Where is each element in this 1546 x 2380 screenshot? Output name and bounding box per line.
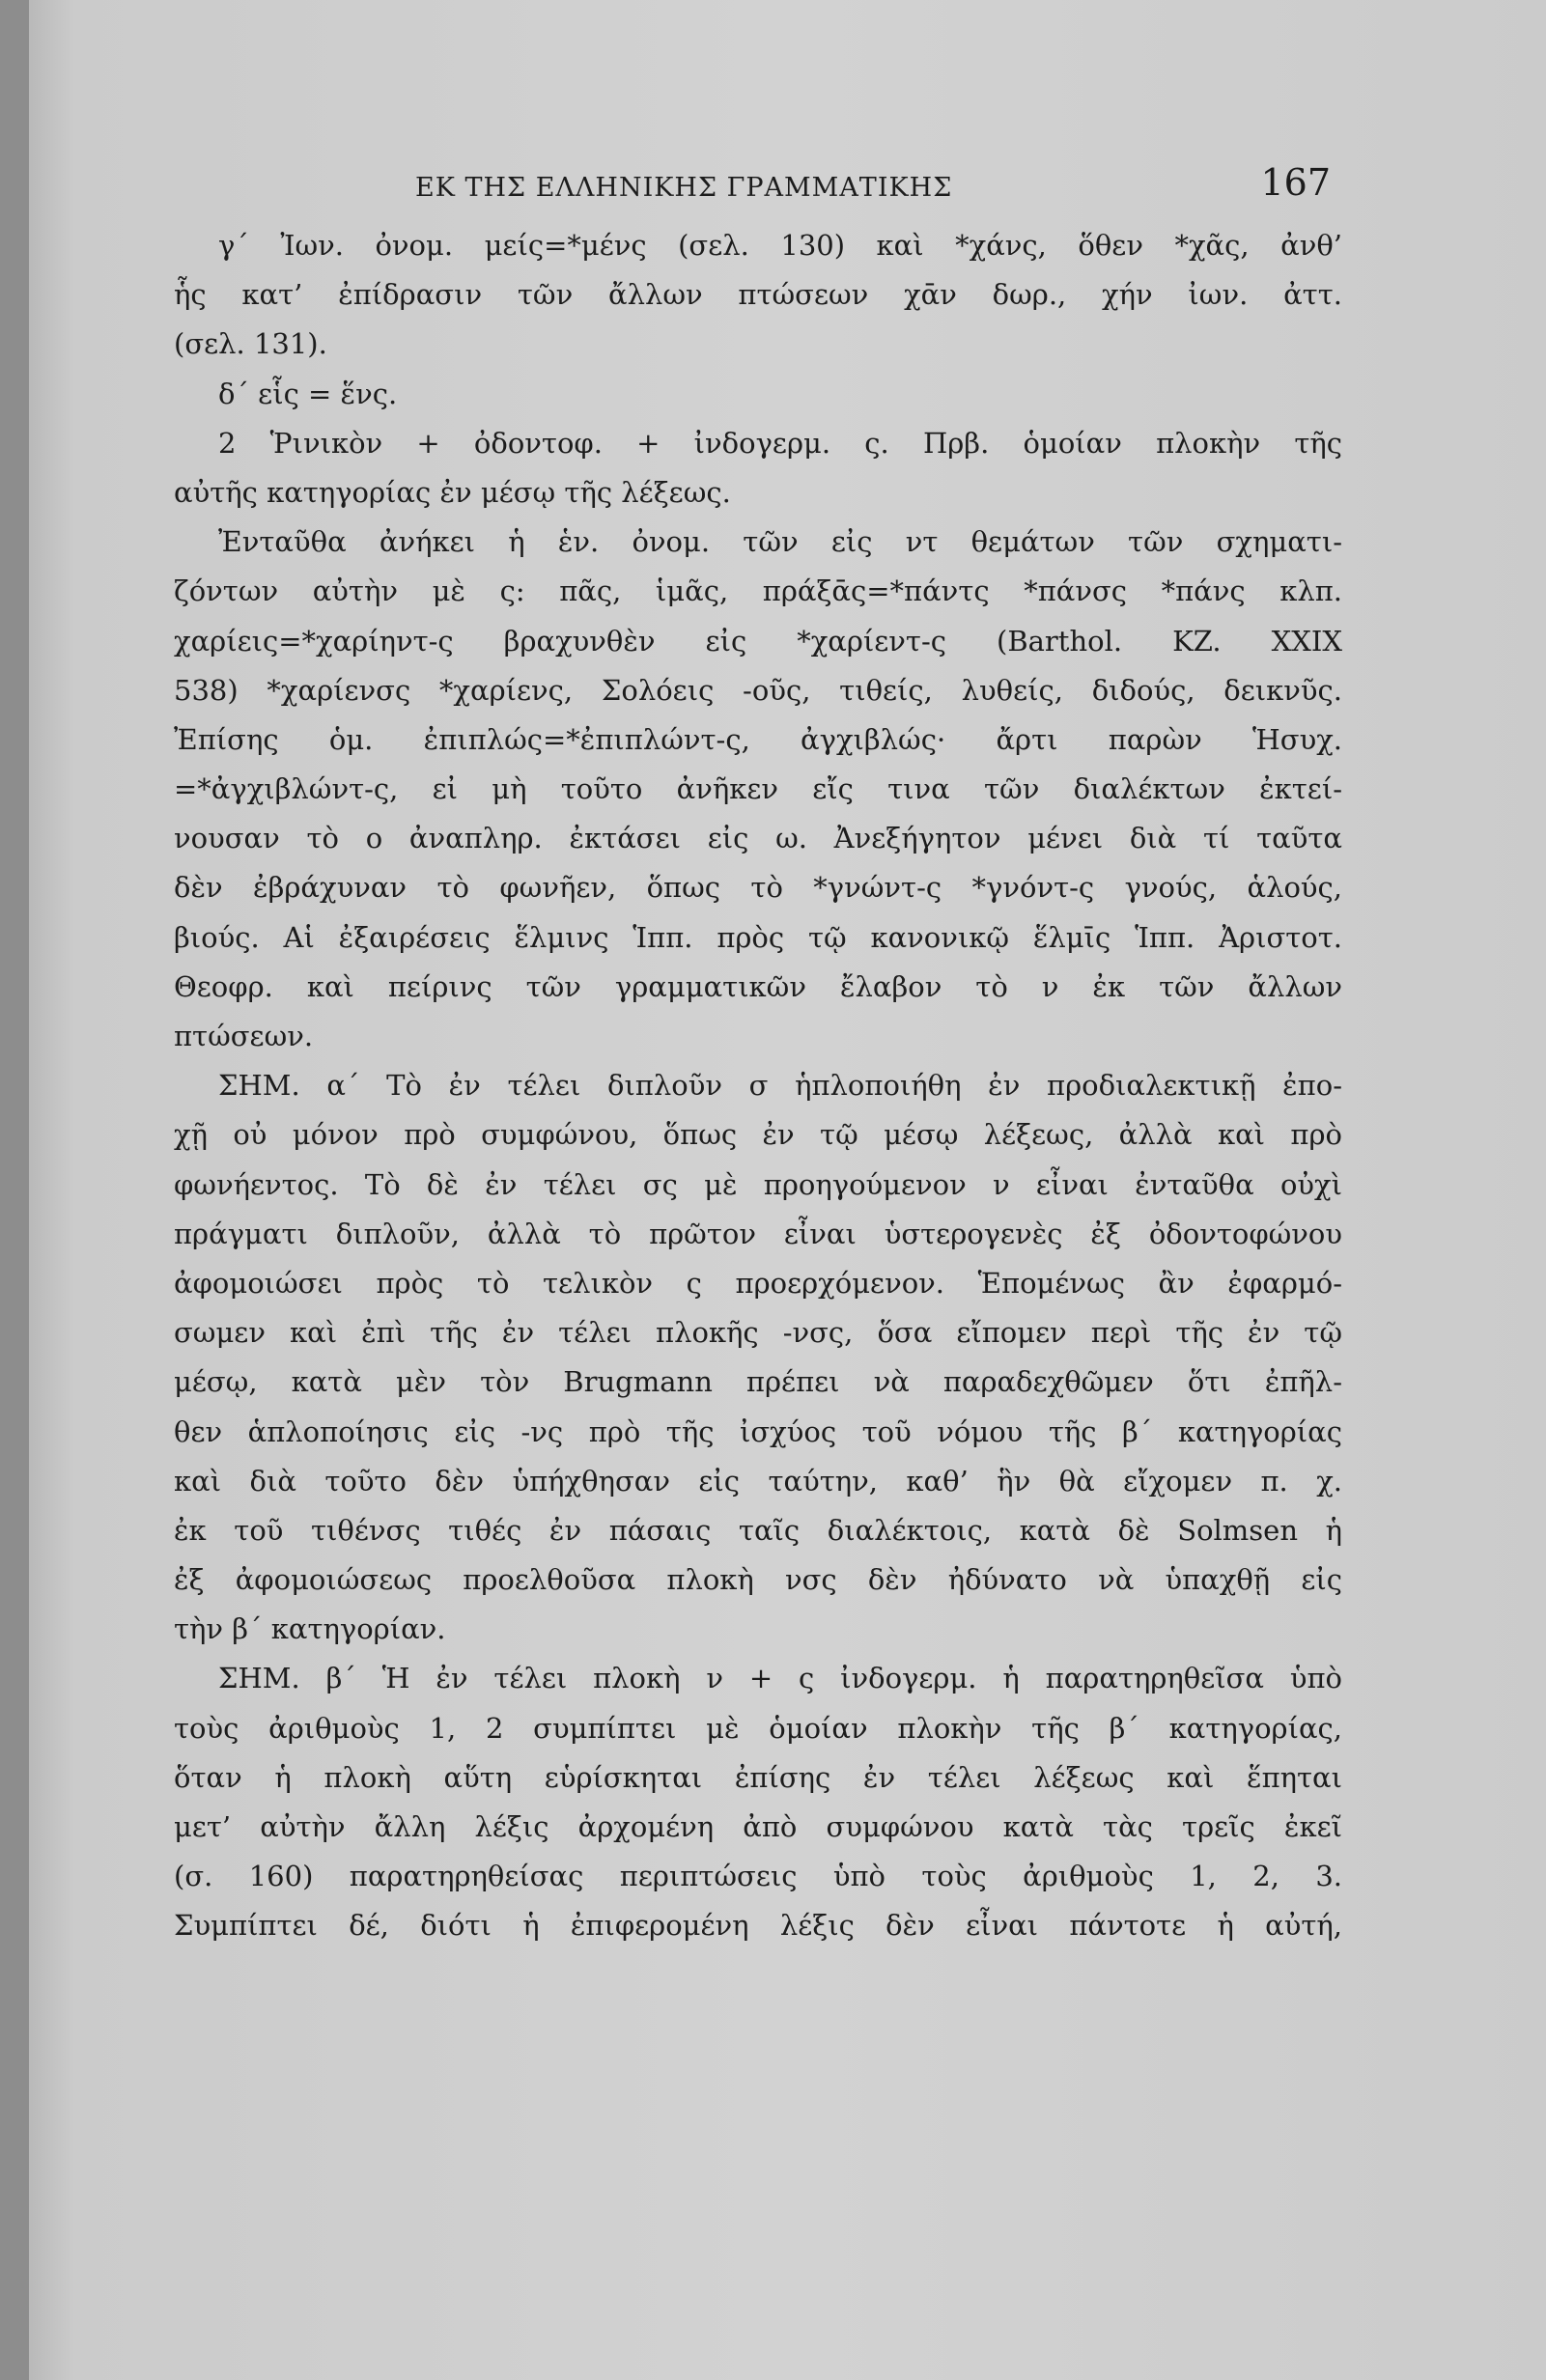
text-line: 538) *χαρίενσς *χαρίενς, Σολόεις -οῦς, τιθείς, λυθείς, διδούς, δεικνῦς. [174,673,1342,707]
text-line: ἀφομοιώσει πρὸς τὸ τελικὸν ς προερχόμενον. Ἑπομένως ἂν ἐφαρμό- [174,1266,1342,1300]
text-line: Ἐνταῦθα ἀνήκει ἡ ἑν. ὀνομ. τῶν εἰς ντ θεμάτων τῶν σχηματι- [218,525,1342,559]
text-line: Ἐπίσης ὁμ. ἐπιπλώς=*ἐπιπλώντ-ς, ἀγχιβλώς· ἄρτι παρὼν Ἡσυχ. [174,722,1342,756]
text-line: φωνήεντος. Τὸ δὲ ἐν τέλει σς μὲ προηγούμενον ν εἶναι ἐνταῦθα οὐχὶ [174,1167,1342,1201]
text-line: αὐτῆς κατηγορίας ἐν μέσῳ τῆς λέξεως. [174,475,731,509]
text-line: 2 Ῥινικὸν + ὀδοντοφ. + ἰνδογερμ. ς. Πρβ. ὁμοίαν πλοκὴν τῆς [218,426,1342,460]
text-line: (σελ. 131). [174,327,327,361]
text-line: ΣΗΜ. β΄ Ἡ ἐν τέλει πλοκὴ ν + ς ἰνδογερμ. ἡ παρατηρηθεῖσα ὑπὸ [218,1662,1342,1695]
text-line: πράγματι διπλοῦν, ἀλλὰ τὸ πρῶτον εἶναι ὑστερογενὲς ἐξ ὀδοντοφώνου [174,1217,1342,1250]
text-line: βιούς. Αἱ ἐξαιρέσεις ἕλμινς Ἱππ. πρὸς τῷ κανονικῷ ἕλμῑς Ἱππ. Ἀριστοτ. [174,920,1342,954]
text-line: μετ’ αὐτὴν ἄλλη λέξις ἀρχομένη ἀπὸ συμφώνου κατὰ τὰς τρεῖς ἐκεῖ [174,1810,1342,1843]
text-line: Συμπίπτει δέ, διότι ἡ ἐπιφερομένη λέξις δὲν εἶναι πάντοτε ἡ αὐτή, [174,1909,1342,1943]
text-line: Θεοφρ. καὶ πείρινς τῶν γραμματικῶν ἔλαβον τὸ ν ἐκ τῶν ἄλλων [174,969,1342,1003]
text-line: μέσῳ, κατὰ μὲν τὸν Brugmann πρέπει νὰ παραδεχθῶμεν ὅτι ἐπῆλ- [174,1365,1342,1399]
text-line: γ΄ Ἰων. ὀνομ. μείς=*μένς (σελ. 130) καὶ *χάνς, ὅθεν *χᾶς, ἀνθ’ [218,229,1342,262]
text-line: ἐξ ἀφομοιώσεως προελθοῦσα πλοκὴ νσς δὲν ἠδύνατο νὰ ὑπαχθῇ εἰς [174,1563,1342,1597]
text-line: δὲν ἐβράχυναν τὸ φωνῆεν, ὅπως τὸ *γνώντ-ς *γνόντ-ς γνούς, ἁλούς, [174,871,1342,905]
book-page [29,0,1546,2380]
text-line: χαρίεις=*χαρίηντ-ς βραχυνθὲν εἰς *χαρίεντ-ς (Barthol. KZ. XXIX [174,624,1342,658]
text-line: ὅταν ἡ πλοκὴ αὕτη εὑρίσκηται ἐπίσης ἐν τέλει λέξεως καὶ ἕπηται [174,1760,1342,1794]
text-line: τὴν β΄ κατηγορίαν. [174,1612,446,1646]
text-line: τοὺς ἀριθμοὺς 1, 2 συμπίπτει μὲ ὁμοίαν πλοκὴν τῆς β΄ κατηγορίας, [174,1711,1342,1745]
text-line: =*ἀγχιβλώντ-ς, εἰ μὴ τοῦτο ἀνῆκεν εἴς τινα τῶν διαλέκτων ἐκτεί- [174,772,1342,806]
text-line: ΣΗΜ. α΄ Τὸ ἐν τέλει διπλοῦν σ ἡπλοποιήθη ἐν προδιαλεκτικῇ ἐπο- [218,1069,1342,1103]
page-number: 167 [1260,161,1331,204]
body-text [174,221,1342,1951]
text-line: δ΄ εἷς = ἕνς. [218,377,398,410]
text-line: χῇ οὐ μόνον πρὸ συμφώνου, ὅπως ἐν τῷ μέσῳ λέξεως, ἀλλὰ καὶ πρὸ [174,1118,1342,1152]
text-line: (σ. 160) παρατηρηθείσας περιπτώσεις ὑπὸ τοὺς ἀριθμοὺς 1, 2, 3. [174,1860,1342,1893]
text-line: ἐκ τοῦ τιθένσς τιθές ἐν πάσαις ταῖς διαλέκτοις, κατὰ δὲ Solmsen ἡ [174,1513,1342,1547]
running-title: ΕΚ ΤΗΣ ΕΛΛΗΝΙΚΗΣ ΓΡΑΜΜΑΤΙΚΗΣ [415,173,953,203]
text-line: πτώσεων. [174,1020,314,1052]
text-line: ἧς κατ’ ἐπίδρασιν τῶν ἄλλων πτώσεων χᾱν δωρ., χήν ἰων. ἀττ. [174,278,1342,312]
text-line: νουσαν τὸ ο ἀναπληρ. ἐκτάσει εἰς ω. Ἀνεξήγητον μένει διὰ τί ταῦτα [174,822,1342,855]
running-head [174,159,1342,217]
text-line: ζόντων αὐτὴν μὲ ς: πᾶς, ἱμᾶς, πράξᾱς=*πάντς *πάνσς *πάνς κλπ. [174,574,1342,608]
text-line: καὶ διὰ τοῦτο δὲν ὑπήχθησαν εἰς ταύτην, καθ’ ἣν θὰ εἴχομεν π. χ. [174,1464,1342,1498]
page-content [174,159,1342,1951]
text-line: θεν ἁπλοποίησις εἰς -νς πρὸ τῆς ἰσχύος τοῦ νόμου τῆς β΄ κατηγορίας [174,1414,1342,1448]
text-line: σωμεν καὶ ἐπὶ τῆς ἐν τέλει πλοκῆς -νσς, ὅσα εἴπομεν περὶ τῆς ἐν τῷ [174,1316,1342,1350]
